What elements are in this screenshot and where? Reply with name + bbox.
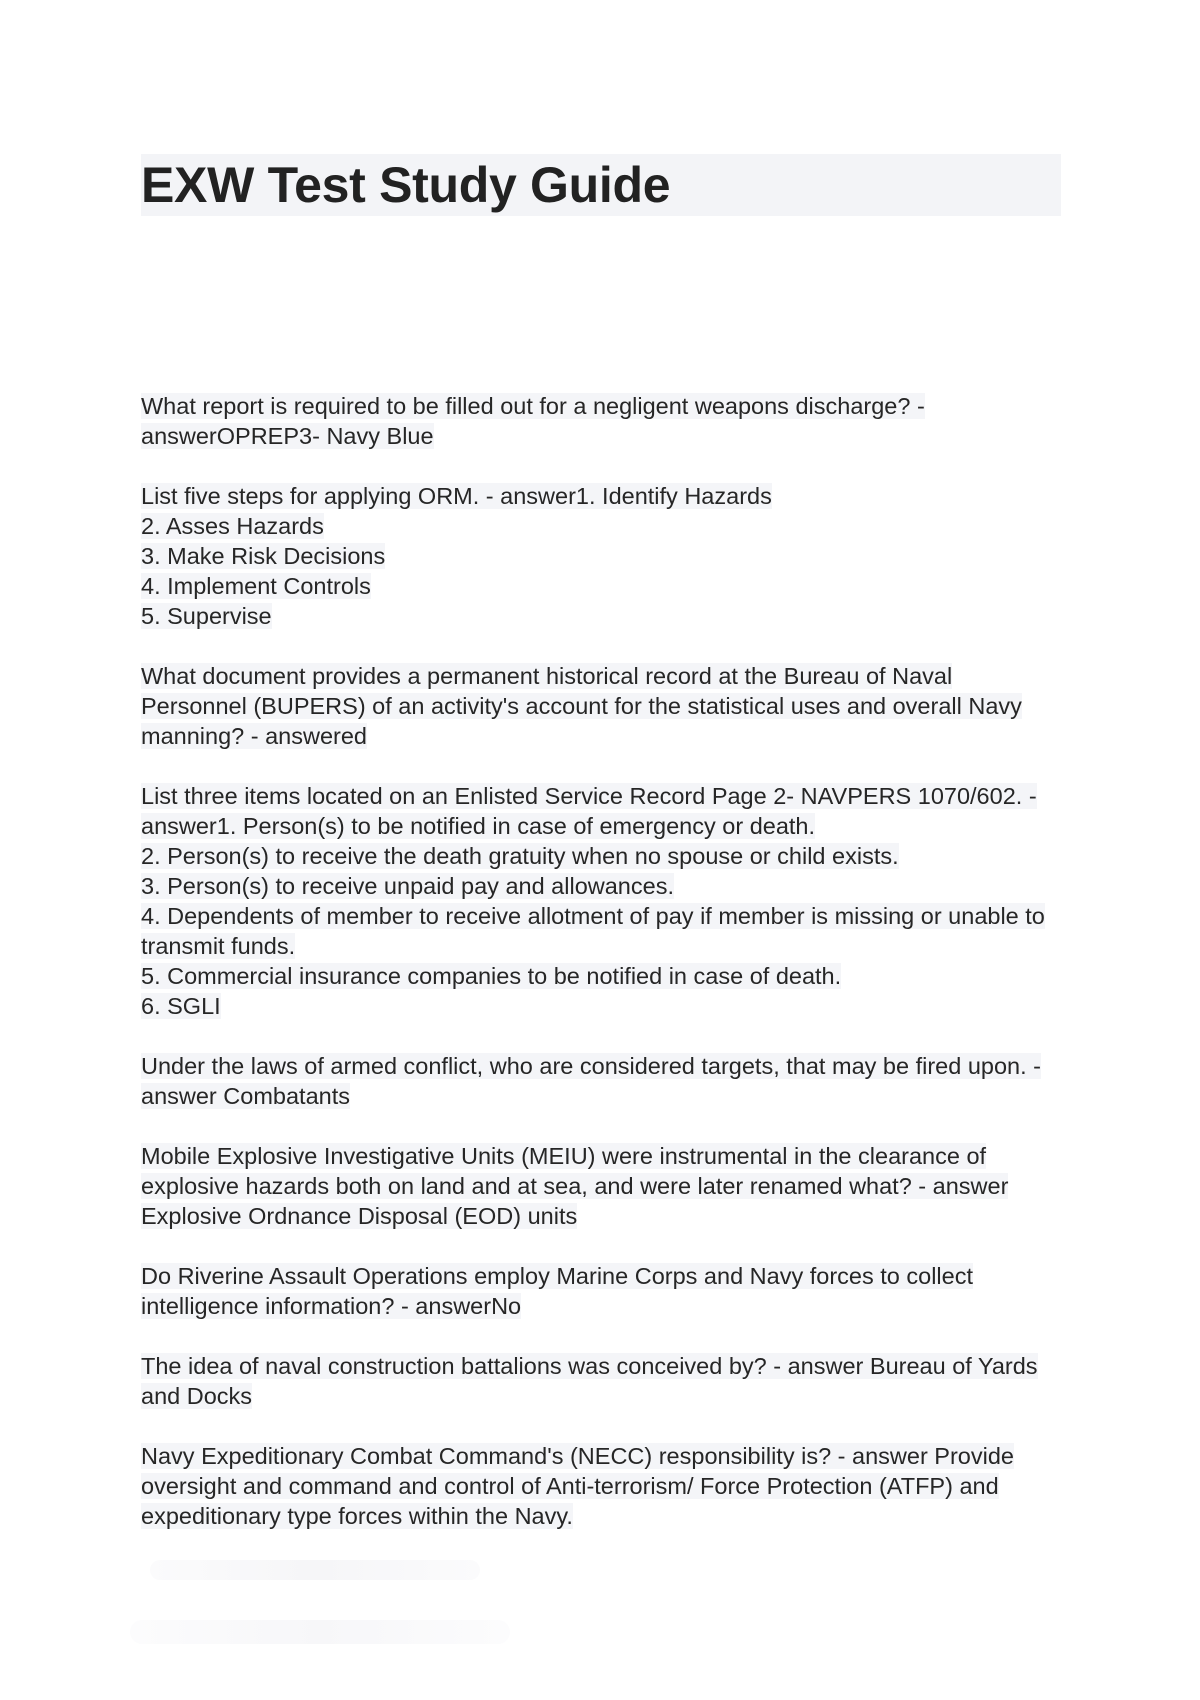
qa-line: [141, 841, 1061, 871]
qa-line: [141, 391, 1061, 421]
qa-line-text: 5. Commercial insurance companies to be notified in case of death.: [141, 963, 842, 989]
qa-item: [141, 1351, 1061, 1411]
qa-line-text: 2. Person(s) to receive the death gratuity when no spouse or child exists.: [141, 843, 899, 869]
qa-item: [141, 1051, 1061, 1111]
qa-line: [141, 1291, 1061, 1321]
qa-line-text: answer1. Person(s) to be notified in case of emergency or death.: [141, 813, 816, 839]
qa-line: [141, 1471, 1061, 1501]
qa-line: [141, 1141, 1061, 1171]
footer-smudge: [130, 1620, 510, 1644]
qa-line-text: Under the laws of armed conflict, who are considered targets, that may be fired upon. -: [141, 1053, 1041, 1079]
qa-line-text: answerOPREP3- Navy Blue: [141, 423, 434, 449]
qa-line-text: What report is required to be filled out for a negligent weapons discharge? -: [141, 393, 925, 419]
qa-line: [141, 1051, 1061, 1081]
qa-line: [141, 1171, 1061, 1201]
qa-line-text: List five steps for applying ORM. - answer1. Identify Hazards: [141, 483, 772, 509]
qa-line: [141, 1501, 1061, 1531]
qa-list: [141, 391, 1061, 1561]
qa-line: [141, 421, 1061, 451]
qa-line-text: transmit funds.: [141, 933, 296, 959]
qa-line: [141, 481, 1061, 511]
qa-line: [141, 1261, 1061, 1291]
qa-line-text: Explosive Ordnance Disposal (EOD) units: [141, 1203, 578, 1229]
qa-line-text: 3. Make Risk Decisions: [141, 543, 386, 569]
qa-line-text: What document provides a permanent historical record at the Bureau of Naval: [141, 663, 953, 689]
qa-line: [141, 931, 1061, 961]
qa-line: [141, 781, 1061, 811]
qa-line-text: 4. Dependents of member to receive allotment of pay if member is missing or unable to: [141, 903, 1045, 929]
qa-line: [141, 1351, 1061, 1381]
qa-line-text: 5. Supervise: [141, 603, 272, 629]
qa-item: [141, 781, 1061, 1021]
qa-item: [141, 1441, 1061, 1531]
qa-line-text: Do Riverine Assault Operations employ Marine Corps and Navy forces to collect: [141, 1263, 974, 1289]
qa-line: [141, 901, 1061, 931]
qa-item: [141, 661, 1061, 751]
qa-line: [141, 991, 1061, 1021]
qa-line-text: Navy Expeditionary Combat Command's (NECC) responsibility is? - answer Provide: [141, 1443, 1014, 1469]
qa-line: [141, 511, 1061, 541]
qa-line-text: answer Combatants: [141, 1083, 350, 1109]
qa-line: [141, 571, 1061, 601]
qa-line-text: and Docks: [141, 1383, 253, 1409]
qa-line-text: 6. SGLI: [141, 993, 221, 1019]
qa-line-text: expeditionary type forces within the Navy.: [141, 1503, 573, 1529]
qa-line-text: explosive hazards both on land and at sea, and were later renamed what? - answer: [141, 1173, 1009, 1199]
qa-line-text: List three items located on an Enlisted Service Record Page 2- NAVPERS 1070/602. -: [141, 783, 1037, 809]
qa-line-text: 4. Implement Controls: [141, 573, 371, 599]
qa-line: [141, 1441, 1061, 1471]
qa-line: [141, 1201, 1061, 1231]
page-title: EXW Test Study Guide: [141, 157, 671, 213]
qa-item: [141, 1141, 1061, 1231]
qa-line: [141, 541, 1061, 571]
qa-line: [141, 811, 1061, 841]
qa-line: [141, 871, 1061, 901]
qa-line-text: Mobile Explosive Investigative Units (MEIU) were instrumental in the clearance of: [141, 1143, 987, 1169]
qa-line: [141, 961, 1061, 991]
qa-line: [141, 721, 1061, 751]
qa-line: [141, 691, 1061, 721]
qa-line-text: 3. Person(s) to receive unpaid pay and allowances.: [141, 873, 674, 899]
qa-line: [141, 1081, 1061, 1111]
qa-line: [141, 1381, 1061, 1411]
qa-line-text: intelligence information? - answerNo: [141, 1293, 522, 1319]
qa-line-text: 2. Asses Hazards: [141, 513, 324, 539]
qa-line-text: manning? - answered: [141, 723, 367, 749]
footer-smudge: [150, 1560, 480, 1580]
qa-item: [141, 1261, 1061, 1321]
qa-item: [141, 481, 1061, 631]
qa-line: [141, 601, 1061, 631]
qa-item: [141, 391, 1061, 451]
qa-line-text: The idea of naval construction battalions was conceived by? - answer Bureau of Yards: [141, 1353, 1038, 1379]
qa-line: [141, 661, 1061, 691]
qa-line-text: oversight and command and control of Anti-terrorism/ Force Protection (ATFP) and: [141, 1473, 999, 1499]
qa-line-text: Personnel (BUPERS) of an activity's account for the statistical uses and overall Navy: [141, 693, 1022, 719]
